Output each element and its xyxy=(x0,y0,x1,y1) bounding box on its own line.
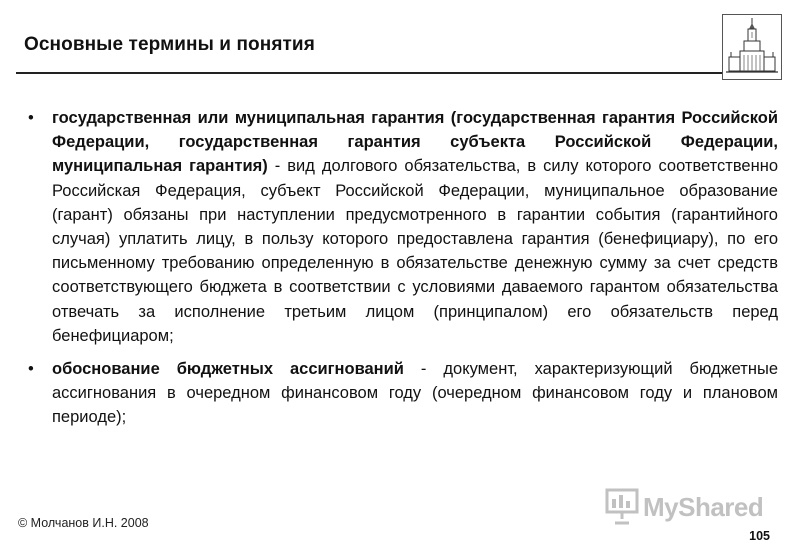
bullet-marker: • xyxy=(28,360,34,379)
title-divider xyxy=(16,72,722,74)
watermark-text: MyShared xyxy=(643,492,764,522)
footer-copyright: © Молчанов И.Н. 2008 xyxy=(18,516,149,530)
list-item xyxy=(28,106,778,348)
page-number: 105 xyxy=(749,529,770,543)
msu-building-logo xyxy=(722,14,782,80)
slide-title: Основные термины и понятия xyxy=(24,34,315,55)
msu-building-icon xyxy=(723,15,781,79)
terms-list xyxy=(28,106,778,430)
term-definition: - вид долгового обязательства, в силу которого соответственно Российская Федерация, субъект Российской Федерации, муниципальное образование (гарант) обязаны при наступлении предусмотренного в гарантии события (гарантийного случая) уплатить лицу, в пользу которого предоставлена гарантия (бенефициару), по его письменному требованию определенную в обязательстве денежную сумму за счет средств соответствующего бюджета в соответствии с условиями даваемого гарантом обязательства отвечать за исполнение третьим лицом (принципалом) его обязательств перед бенефициаром; xyxy=(52,157,778,345)
presentation-board-icon xyxy=(603,486,641,526)
myshared-watermark xyxy=(603,486,768,530)
bullet-marker: • xyxy=(28,109,34,127)
term-name: государственная или муниципальная гарантия (государственная гарантия Российской Федерации, государственная гарантия субъекта Российской Федерации, муниципальная гарантия) xyxy=(52,109,778,176)
term-name: обоснование бюджетных ассигнований xyxy=(52,360,404,379)
list-item xyxy=(28,357,778,430)
term-definition: - документ, характеризующий бюджетные ассигнования в очередном финансовом году (очередном финансовом году и плановом периоде); xyxy=(52,360,779,427)
